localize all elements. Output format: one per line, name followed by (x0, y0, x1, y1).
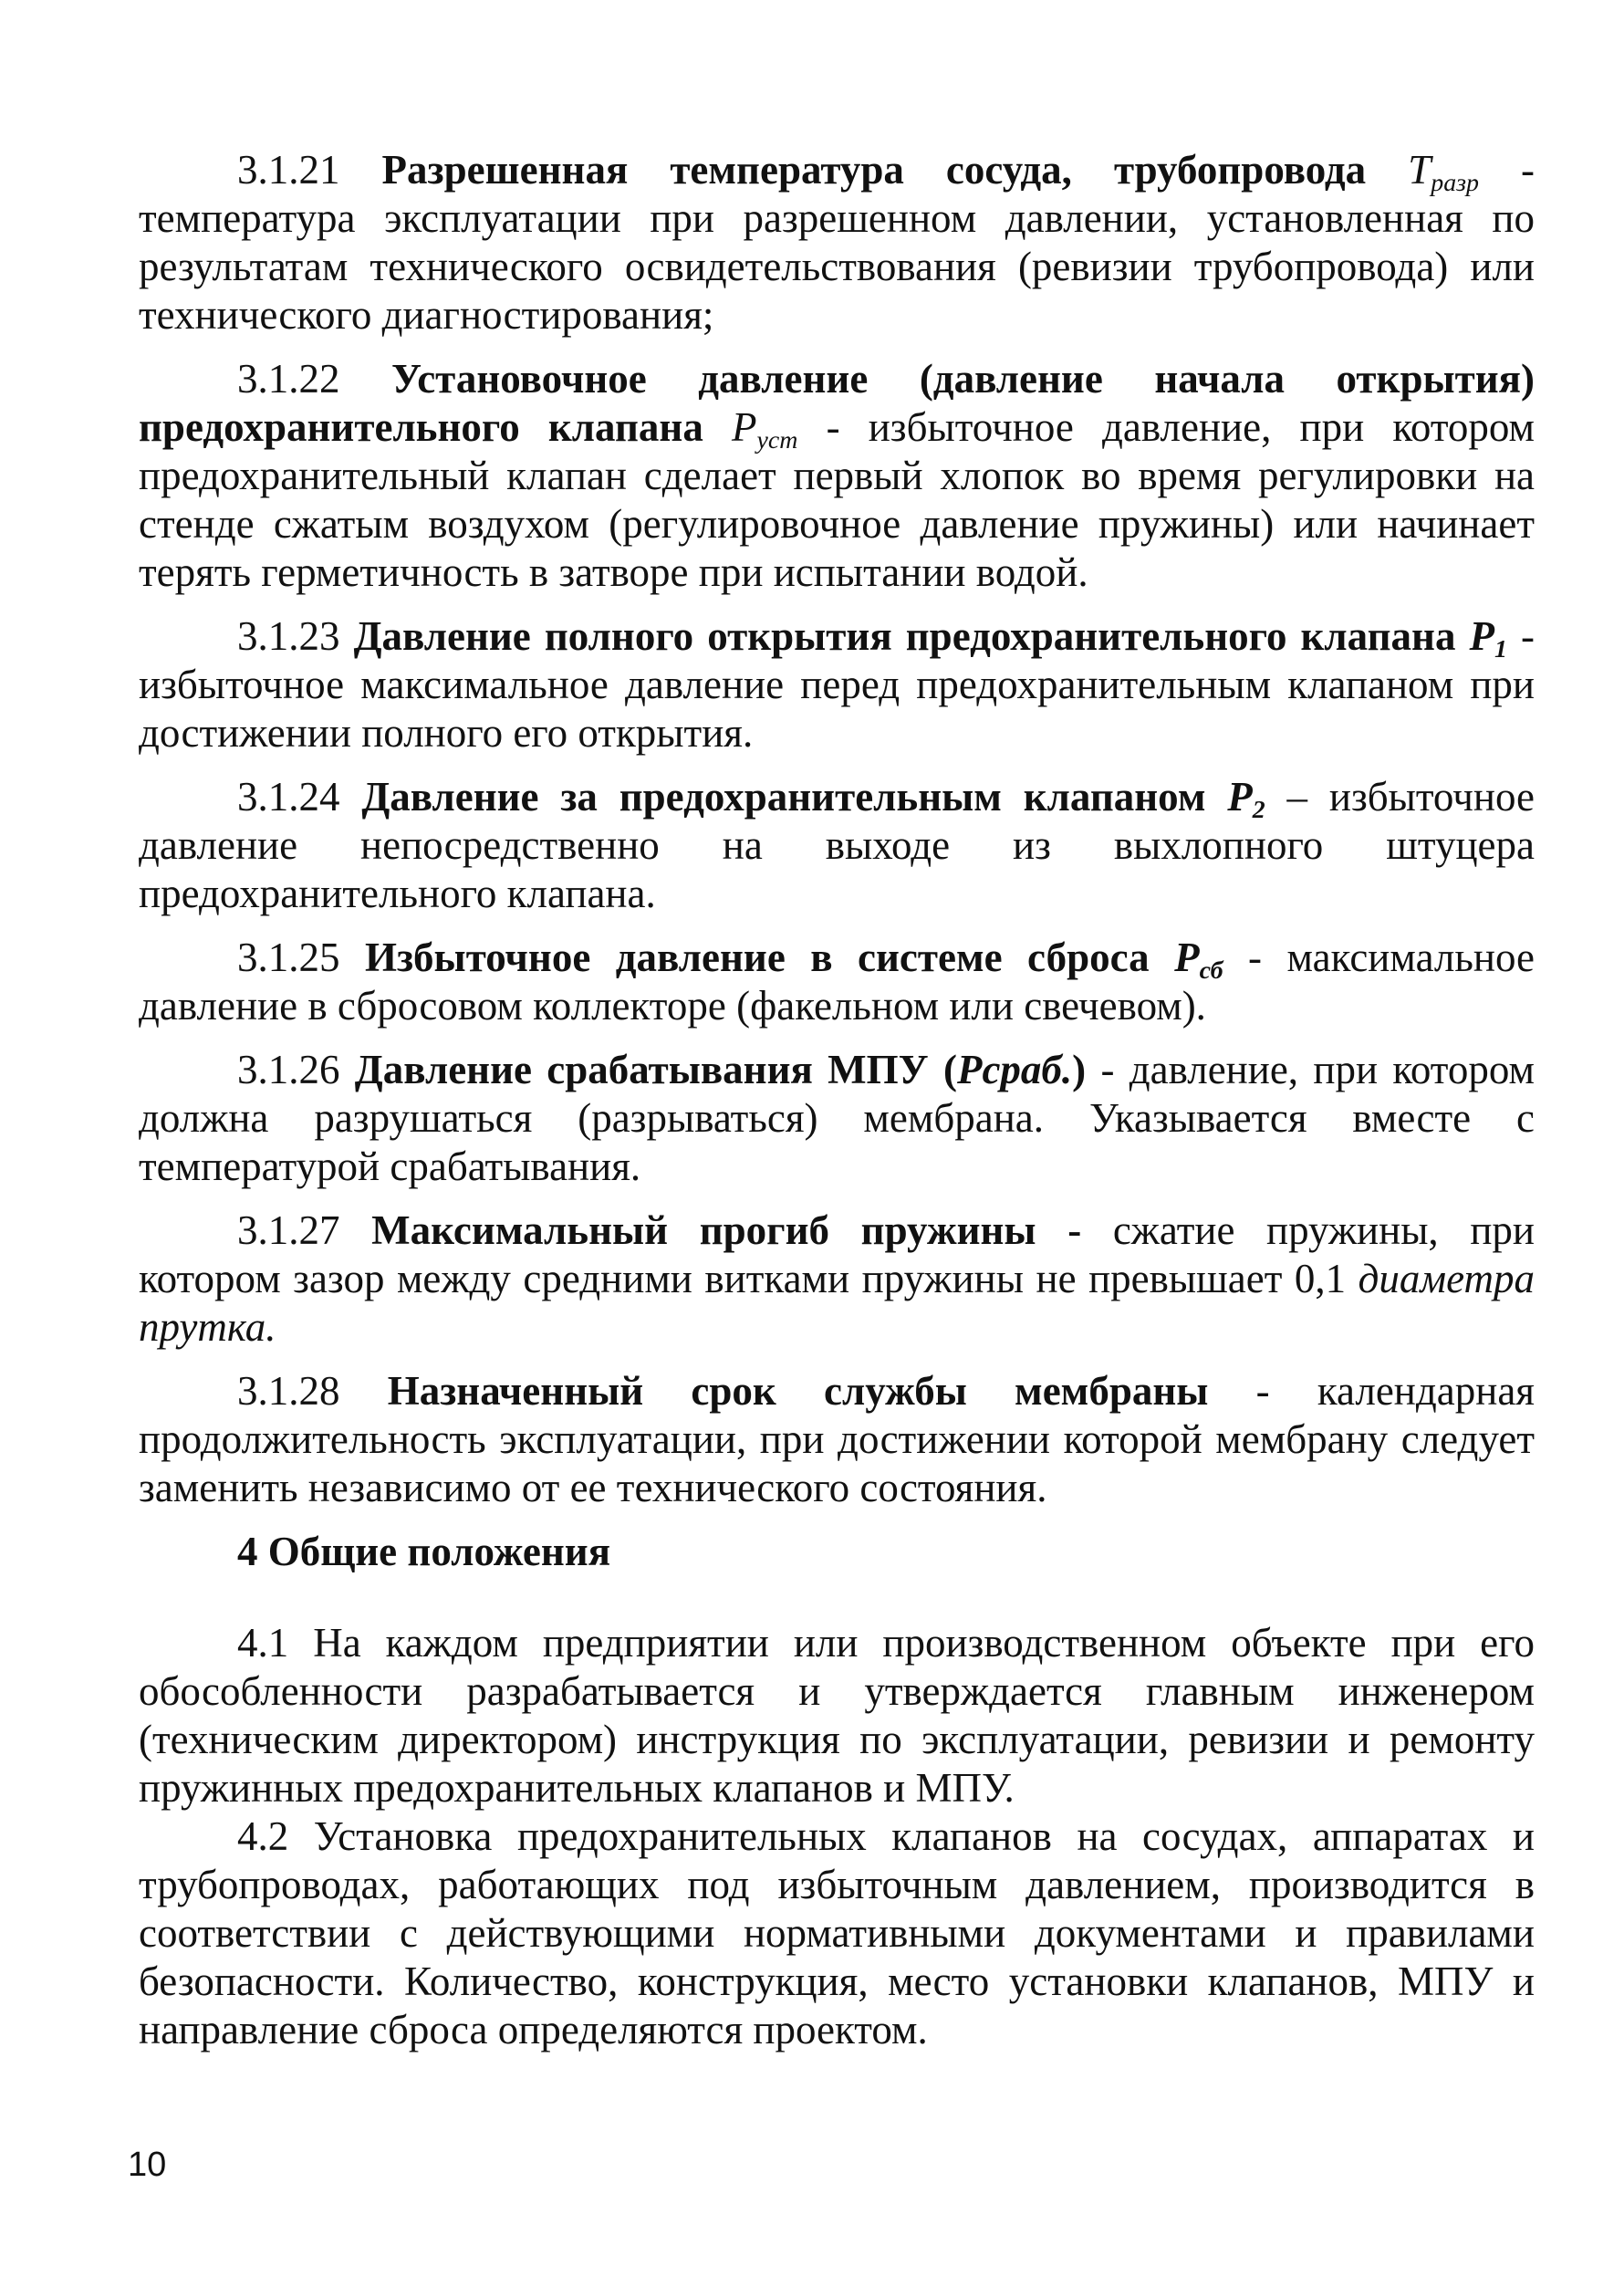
definition-3-1-24 (139, 773, 1535, 918)
definition-text: – избыточное давление непосредственно на выходе из выхлопного штуцера предохранительного клапана. (139, 774, 1536, 916)
section-paragraph-4-2: 4.2 Установка предохранительных клапанов на сосудах, аппаратах и трубопроводах, работающих под избыточным давлением, производится в соответствии с действующими нормативными документами и правилами безопасности. Количество, конструкция, место установки клапанов, МПУ и направление сброса определяются проектом. (139, 1813, 1535, 2052)
term: Давление полного открытия предохранительного клапана (353, 613, 1456, 659)
page-content (139, 146, 1535, 2054)
definition-text: - давление, при котором должна разрушаться (разрываться) мембрана. Указывается вместе с температурой срабатывания. (139, 1047, 1535, 1189)
term: Разрешенная температура сосуда, трубопровода (381, 147, 1367, 193)
clause-number: 3.1.23 (237, 613, 340, 659)
symbol: $T_{разр}$ (1408, 147, 1479, 197)
term: Давление срабатывания МПУ ( (354, 1047, 957, 1092)
clause-number: 3.1.28 (237, 1368, 340, 1414)
clause-number: 3.1.25 (237, 935, 340, 980)
definition-italic-tail: диаметра прутка. (139, 1256, 1536, 1350)
clause-number: 3.1.26 (237, 1047, 340, 1092)
term-closing: ) (1072, 1047, 1087, 1092)
symbol: $P_2$ (1227, 774, 1265, 824)
clause-number: 3.1.24 (237, 774, 340, 820)
definition-3-1-22 (139, 355, 1535, 597)
symbol: $P_{уст}$ (732, 404, 798, 454)
term: Избыточное давление в системе сброса (364, 935, 1150, 980)
definition-3-1-27 (139, 1206, 1535, 1352)
definition-text: - избыточное давление, при котором предохранительный клапан сделает первый хлопок во время регулировки на стенде сжатым воздухом (регулировочное давление пружины) или начинает терять герметичность в затворе при испытании водой. (139, 404, 1536, 595)
definition-text: - температура эксплуатации при разрешенном давлении, установленная по результатам технического освидетельствования (ревизии трубопровода) или технического диагностирования; (139, 147, 1535, 338)
clause-number: 3.1.21 (237, 147, 340, 193)
section-heading: 4 Общие положения (237, 1529, 611, 1574)
definition-3-1-21 (139, 146, 1535, 339)
definition-text: - максимальное давление в сбросовом коллекторе (факельном или свечевом). (139, 935, 1536, 1029)
symbol: $P_1$ (1469, 613, 1507, 663)
symbol: Рсраб. (956, 1047, 1073, 1092)
term: Давление за предохранительным клапаном (361, 774, 1206, 820)
term: Установочное давление (давление начала открытия) предохранительного клапана (139, 356, 1535, 450)
definition-text: - календарная продолжительность эксплуатации, при достижении которой мембрану следует заменить независимо от ее технического состояния. (139, 1368, 1536, 1510)
definition-text: - избыточное максимальное давление перед предохранительным клапаном при достижении полного его открытия. (139, 613, 1536, 756)
definition-text: сжатие пружины, при котором зазор между средними витками пружины не превышает 0,1 (139, 1207, 1535, 1301)
clause-number: 3.1.27 (237, 1207, 340, 1253)
definition-3-1-23 (139, 612, 1535, 757)
clause-number: 3.1.22 (237, 356, 340, 402)
section-paragraph-4-1: 4.1 На каждом предприятии или производственном объекте при его обособленности разрабатывается и утверждается главным инженером (техническим директором) инструкция по эксплуатации, ревизии и ремонту пружинных предохранительных клапанов и МПУ. (139, 1620, 1535, 1811)
symbol: $P_{сб}$ (1174, 935, 1223, 985)
term: Максимальный прогиб пружины - (371, 1207, 1082, 1253)
definition-3-1-26 (139, 1046, 1535, 1191)
term: Назначенный срок службы мембраны (387, 1368, 1209, 1414)
page-number: 10 (128, 2146, 167, 2184)
definition-3-1-28 (139, 1367, 1535, 1512)
definition-3-1-25 (139, 934, 1535, 1030)
